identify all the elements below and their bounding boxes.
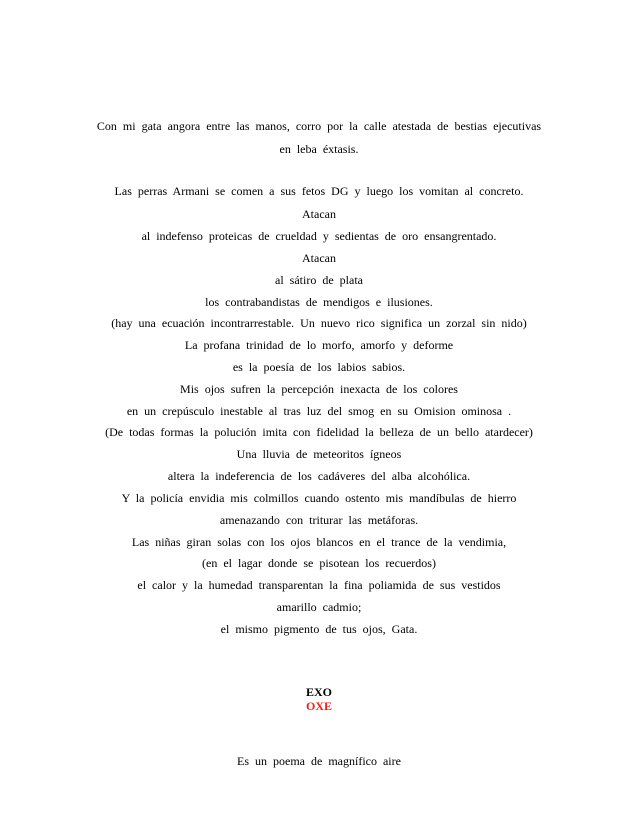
poem-line: Mis ojos sufren la percepción inexacta de los colores [180,382,458,396]
poem-line: Atacan [302,251,336,265]
poem-line: Es un poema de magnífico aire [237,754,401,768]
poem-line: altera la indeferencia de los cadáveres del alba alcohólica. [167,469,471,483]
poem-line: los contrabandistas de mendigos e ilusiones. [205,295,433,309]
poem-line: amenazando con triturar las metáforas. [219,513,419,527]
poem-line: La profana trinidad de lo morfo, amorfo y deforme [184,338,454,352]
poem-line: Atacan [302,207,336,221]
poem-line: el mismo pigmento de tus ojos, Gata. [220,622,418,636]
poem-line: (De todas formas la polución imita con fidelidad la belleza de un bello atardecer) [105,425,533,439]
poem-line: en leba éxtasis. [279,142,359,156]
section-heading-exo: EXO [305,685,332,699]
poem-line: Con mi gata angora entre las manos, corro por la calle atestada de bestias ejecutivas [96,119,542,133]
poem-line: Una lluvia de meteoritos ígneos [236,447,402,461]
poem-line: Y la policía envidia mis colmillos cuando ostento mis mandíbulas de hierro [121,491,517,505]
poem-line: al indefenso proteicas de crueldad y sedientas de oro ensangrentado. [141,229,497,243]
poem-line: amarillo cadmio; [276,600,362,614]
poem-line: es la poesía de los labios sabios. [232,360,406,374]
poem-line: (hay una ecuación incontrarrestable. Un nuevo rico significa un zorzal sin nido) [111,316,527,330]
poem-line: al sátiro de plata [275,273,363,287]
poem-line: Las perras Armani se comen a sus fetos DG y luego los vomitan al concreto. [114,184,524,198]
poem-line: en un crepúsculo inestable al tras luz del smog en su Omision ominosa . [126,404,512,418]
poem-line: el calor y la humedad transparentan la fina poliamida de sus vestidos [137,578,501,592]
poem-line: Las niñas giran solas con los ojos blancos en el trance de la vendimia, [131,535,507,549]
section-heading-oxe: OXE [305,699,332,713]
poem-line: (en el lagar donde se pisotean los recuerdos) [202,556,436,570]
